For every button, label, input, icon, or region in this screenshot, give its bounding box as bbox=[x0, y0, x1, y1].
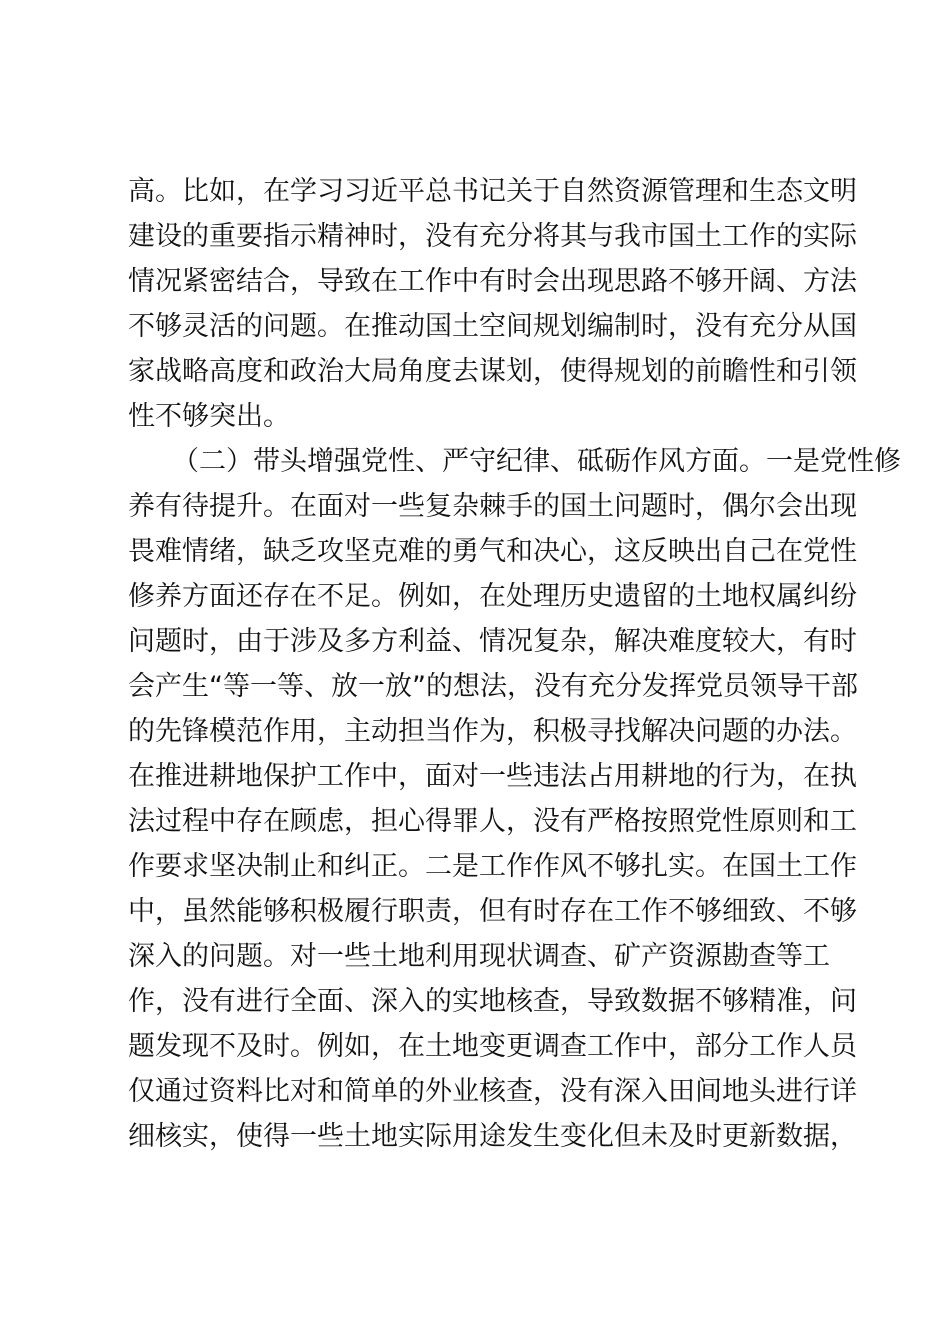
text-line: 修养方面还存在不足。例如，在处理历史遗留的土地权属纠纷 bbox=[128, 581, 857, 612]
text-line: 性不够突出。 bbox=[128, 401, 290, 432]
text-line: 法过程中存在顾虑，担心得罪人，没有严格按照党性原则和工 bbox=[128, 806, 857, 837]
section-heading-line: （二）带头增强党性、严守纪律、砥砺作风方面。一是党性修 bbox=[172, 446, 901, 477]
text-line: 养有待提升。在面对一些复杂棘手的国土问题时，偶尔会出现 bbox=[128, 491, 857, 522]
text-line: 问题时，由于涉及多方利益、情况复杂，解决难度较大，有时 bbox=[128, 626, 857, 657]
text-line: 畏难情绪，缺乏攻坚克难的勇气和决心，这反映出自己在党性 bbox=[128, 536, 857, 567]
text-line: 建设的重要指示精神时，没有充分将其与我市国土工作的实际 bbox=[128, 221, 857, 252]
text-line: 在推进耕地保护工作中，面对一些违法占用耕地的行为，在执 bbox=[128, 761, 857, 792]
text-line: 不够灵活的问题。在推动国土空间规划编制时，没有充分从国 bbox=[128, 311, 857, 342]
text-line: 会产生“等一等、放一放”的想法，没有充分发挥党员领导干部 bbox=[128, 671, 858, 702]
text-line: 家战略高度和政治大局角度去谋划，使得规划的前瞻性和引领 bbox=[128, 356, 857, 387]
text-line: 深入的问题。对一些土地利用现状调查、矿产资源勘查等工 bbox=[128, 941, 830, 972]
text-line: 的先锋模范作用，主动担当作为，积极寻找解决问题的办法。 bbox=[128, 716, 857, 747]
text-line: 高。比如，在学习习近平总书记关于自然资源管理和生态文明 bbox=[128, 176, 857, 207]
text-line: 细核实，使得一些土地实际用途发生变化但未及时更新数据， bbox=[128, 1121, 857, 1152]
text-line: 中，虽然能够积极履行职责，但有时存在工作不够细致、不够 bbox=[128, 896, 857, 927]
text-line: 情况紧密结合，导致在工作中有时会出现思路不够开阔、方法 bbox=[128, 266, 857, 297]
text-line: 仅通过资料比对和简单的外业核查，没有深入田间地头进行详 bbox=[128, 1076, 857, 1107]
text-line: 作要求坚决制止和纠正。二是工作作风不够扎实。在国土工作 bbox=[128, 851, 857, 882]
text-line: 题发现不及时。例如，在土地变更调查工作中，部分工作人员 bbox=[128, 1031, 857, 1062]
text-line: 作，没有进行全面、深入的实地核查，导致数据不够精准，问 bbox=[128, 986, 857, 1017]
